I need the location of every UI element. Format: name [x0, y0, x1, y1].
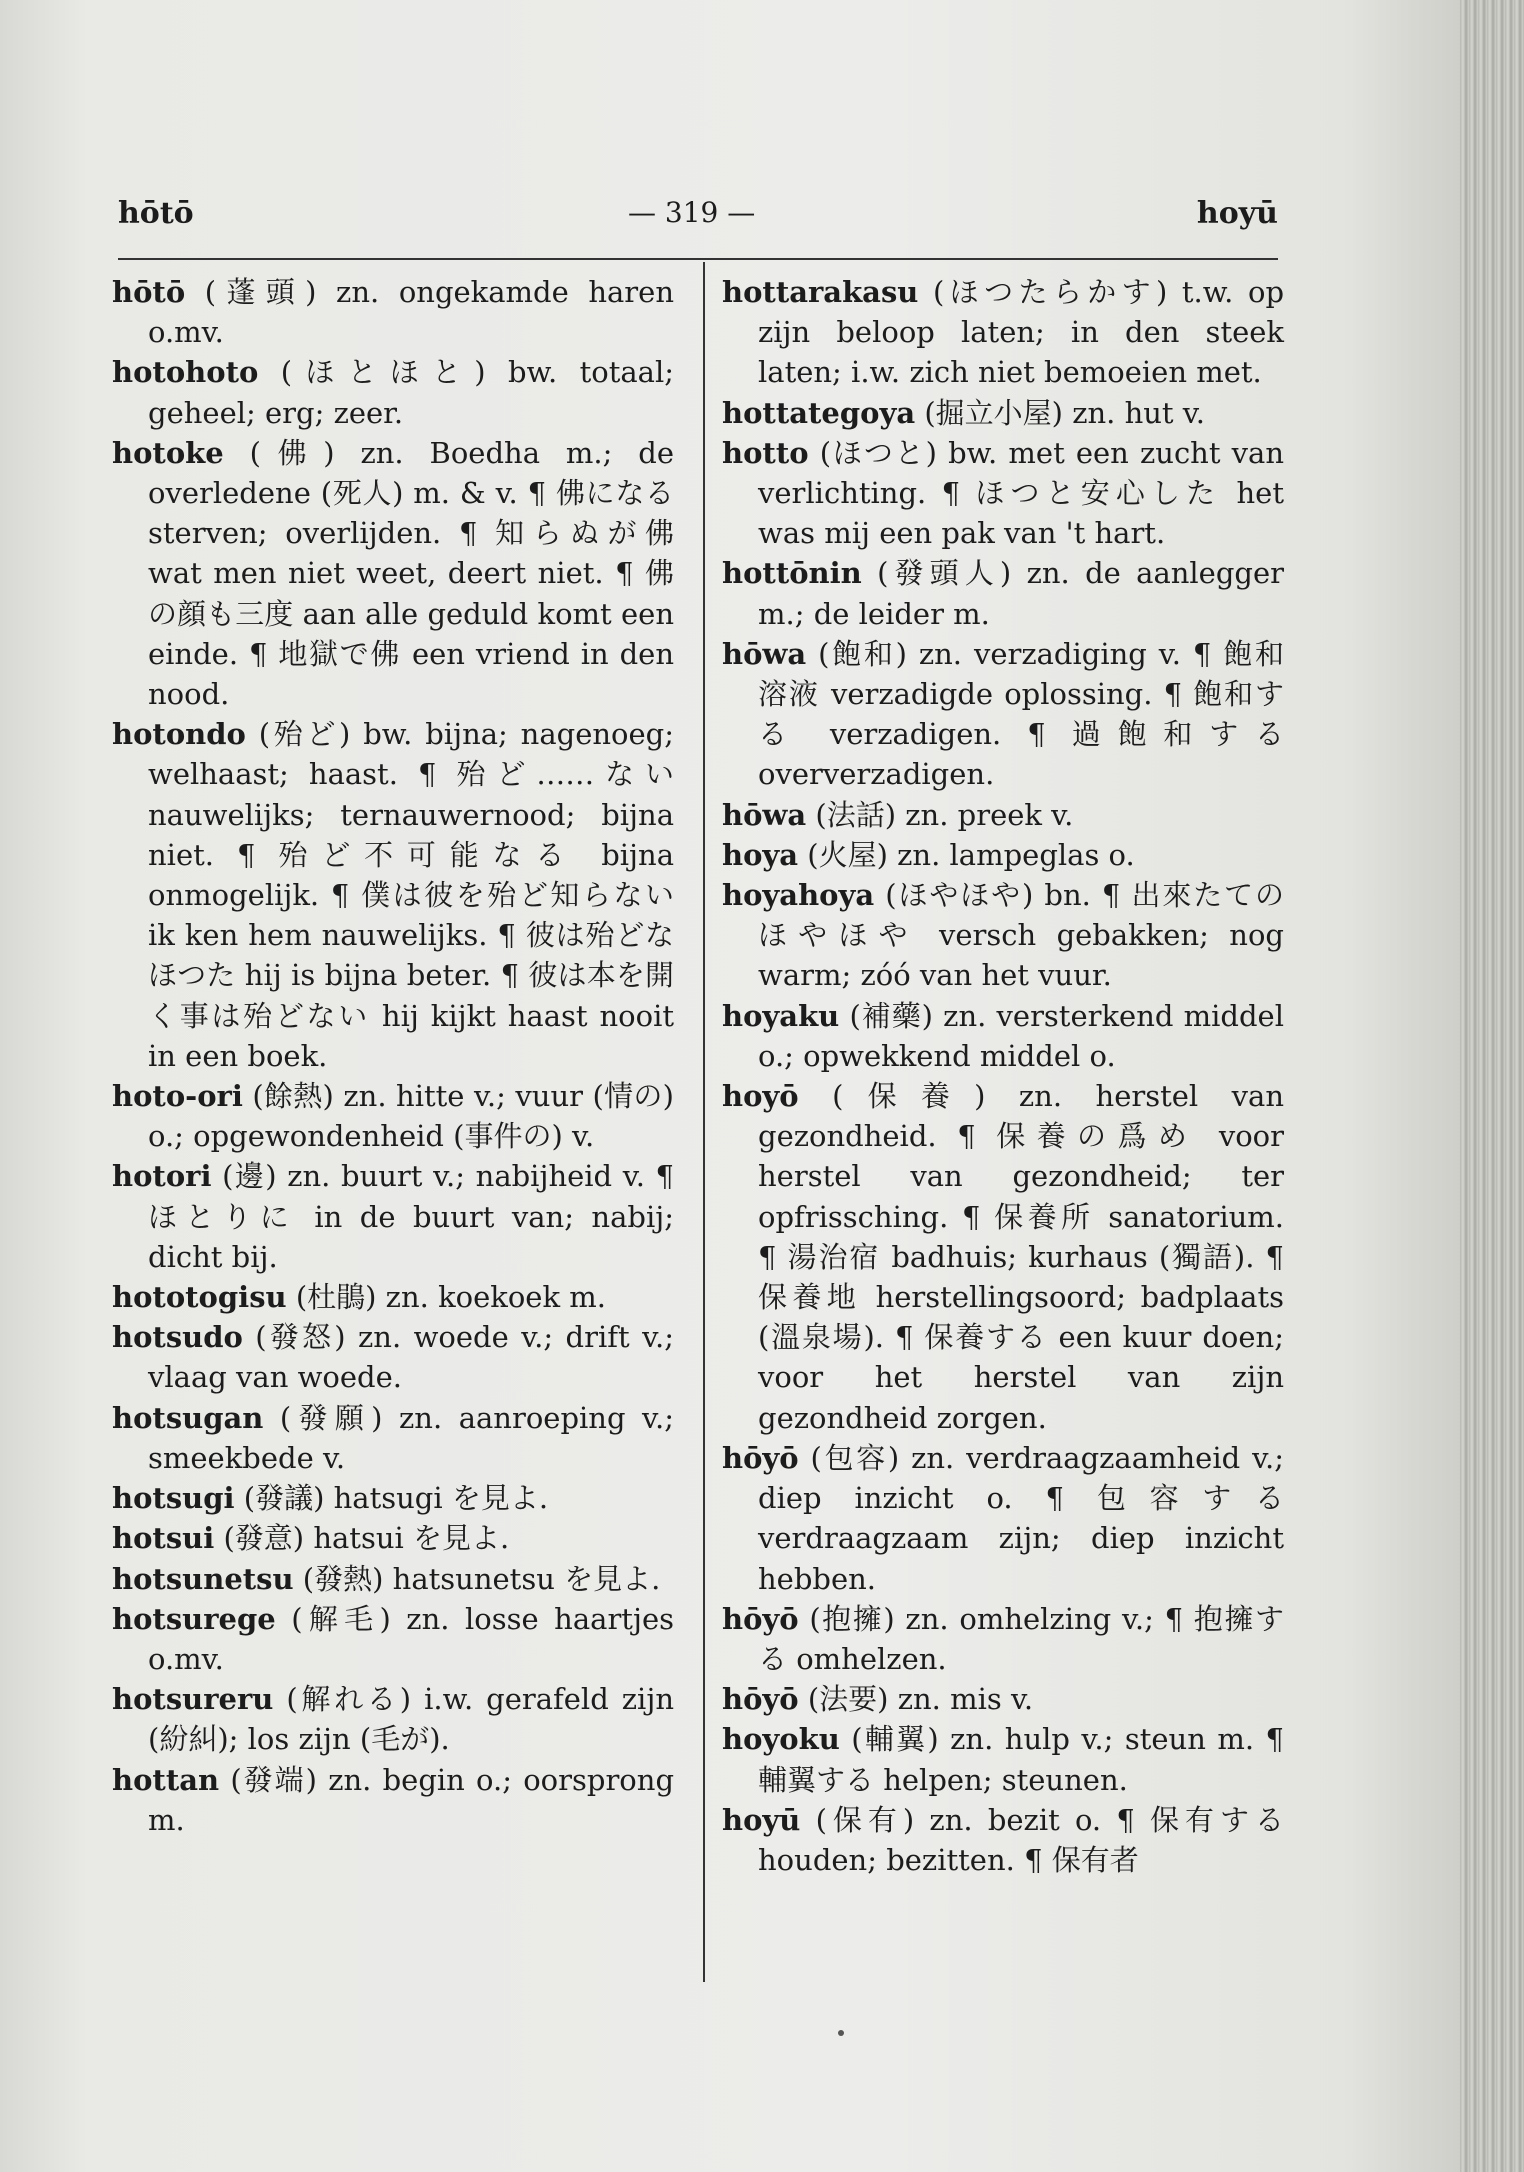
dictionary-entry	[722, 634, 1284, 795]
dictionary-entry	[722, 1438, 1284, 1599]
entry-headword: hotsunetsu	[112, 1561, 294, 1596]
entry-definition: (餘熱) zn. hitte v.; vuur (情の) o.; opgewondenheid (事件の) v.	[148, 1079, 674, 1154]
entry-definition: (發願) zn. aanroeping v.; smeekbede v.	[148, 1400, 674, 1475]
entry-definition: (佛) zn. Boedha m.; de overledene (死人) m. & v. ¶ 佛になる sterven; overlijden. ¶ 知らぬが佛 wat men niet weet, deert niet. ¶ 佛の顔も三度 aan alle geduld komt een einde. ¶ 地獄で佛 een vriend in den nood.	[148, 435, 674, 712]
print-speck	[838, 2030, 844, 2036]
entry-headword: hottategoya	[722, 395, 916, 430]
entry-headword: hotondo	[112, 717, 246, 752]
entry-definition: (ほつたらかす) t.w. op zijn beloop laten; in den steek laten; i.w. zich niet bemoeien met.	[758, 275, 1285, 390]
entry-definition: (保有) zn. bezit o. ¶ 保有する houden; bezitten. ¶ 保有者	[758, 1802, 1284, 1877]
dictionary-entry	[112, 1478, 674, 1518]
entry-definition: (火屋) zn. lampeglas o.	[807, 837, 1135, 872]
right-column	[722, 272, 1284, 1880]
dictionary-entry	[722, 272, 1284, 393]
dictionary-entry	[112, 352, 674, 432]
entry-headword: hoyū	[722, 1802, 801, 1837]
dictionary-entry	[112, 272, 674, 352]
entry-definition: (發怒) zn. woede v.; drift v.; vlaag van woede.	[148, 1320, 675, 1395]
dictionary-entry	[722, 393, 1284, 433]
entry-definition: (邊) zn. buurt v.; nabijheid v. ¶ ほとりに in de buurt van; nabij; dicht bij.	[148, 1159, 674, 1274]
dictionary-entry	[722, 1800, 1284, 1880]
dictionary-entry	[112, 1760, 674, 1840]
entry-headword: hottōnin	[722, 556, 862, 591]
entry-definition: (蓬頭) zn. ongekamde haren o.mv.	[148, 275, 675, 350]
entry-definition: (解れる) i.w. gerafeld zijn (紛糾); los zijn (毛が).	[148, 1682, 674, 1757]
entry-headword: hoyahoya	[722, 878, 875, 913]
dictionary-entry	[722, 1599, 1284, 1679]
dictionary-entry	[112, 1277, 674, 1317]
entry-definition: (發意) hatsui を見よ.	[223, 1521, 510, 1556]
entry-definition: (發熱) hatsunetsu を見よ.	[302, 1561, 661, 1596]
entry-headword: hotori	[112, 1159, 212, 1194]
entry-headword: hotsureru	[112, 1682, 274, 1717]
entry-definition: (發頭人) zn. de aanlegger m.; de leider m.	[758, 556, 1284, 631]
entry-definition: (補藥) zn. versterkend middel o.; opwekkend middel o.	[758, 998, 1284, 1073]
entry-headword: hototogisu	[112, 1280, 287, 1315]
dictionary-entry	[722, 835, 1284, 875]
dictionary-entry	[722, 795, 1284, 835]
dictionary-entry	[722, 553, 1284, 633]
entry-headword: hotsui	[112, 1521, 215, 1556]
entry-headword: hōwa	[722, 797, 807, 832]
left-column	[112, 272, 674, 1840]
entry-definition: (法要) zn. mis v.	[807, 1682, 1034, 1717]
entry-headword: hoyō	[722, 1079, 799, 1114]
page-edges	[1460, 0, 1524, 2172]
dictionary-entry	[112, 1156, 674, 1277]
entry-headword: hotoke	[112, 435, 224, 470]
entry-definition: (杜鵑) zn. koekoek m.	[295, 1280, 606, 1315]
dictionary-entry	[112, 433, 674, 714]
dictionary-entry	[112, 1518, 674, 1558]
page-header	[118, 196, 1278, 246]
entry-headword: hōtō	[112, 275, 186, 309]
dictionary-entry	[722, 1076, 1284, 1438]
entry-headword: hōyō	[722, 1601, 799, 1636]
entry-definition: (掘立小屋) zn. hut v.	[924, 395, 1205, 430]
entry-definition: (ほつと) bw. met een zucht van verlichting. ¶ ほつと安心した het was mij een pak van 't hart.	[758, 435, 1284, 551]
entry-headword: hōwa	[722, 636, 807, 671]
dictionary-entry	[722, 1719, 1284, 1799]
entry-definition: (ほやほや) bn. ¶ 出來たてのほやほや versch gebakken; nog warm; zóó van het vuur.	[758, 878, 1285, 993]
entry-headword: hottan	[112, 1762, 220, 1797]
dictionary-entry	[722, 996, 1284, 1076]
entry-definition: (ほとほと) bw. totaal; geheel; erg; zeer.	[148, 355, 675, 430]
entry-definition: (解毛) zn. losse haartjes o.mv.	[148, 1601, 674, 1676]
dictionary-entry	[722, 1679, 1284, 1719]
dictionary-entry	[112, 714, 674, 1076]
dictionary-entry	[112, 1076, 674, 1156]
entry-headword: hōyō	[722, 1440, 799, 1475]
entry-headword: hotohoto	[112, 355, 259, 390]
entry-headword: hotto	[722, 435, 809, 470]
column-divider	[703, 262, 705, 1982]
dictionary-entry	[112, 1398, 674, 1478]
entry-definition: (包容) zn. verdraagzaamheid v.; diep inzicht o. ¶ 包容する verdraagzaam zijn; diep inzicht hebben.	[758, 1440, 1285, 1596]
entry-definition: (發議) hatsugi を見よ.	[243, 1481, 549, 1516]
entry-headword: hoyoku	[722, 1722, 840, 1757]
header-last-word: hoyū	[1196, 196, 1278, 231]
entry-headword: hoto-ori	[112, 1079, 243, 1114]
page-number: — 319 —	[628, 196, 756, 229]
dictionary-entry	[112, 1679, 674, 1759]
dictionary-entry	[722, 875, 1284, 996]
entry-definition: (法話) zn. preek v.	[815, 797, 1074, 832]
entry-headword: hotsugi	[112, 1481, 235, 1516]
entry-headword: hoyaku	[722, 998, 840, 1033]
entry-headword: hoya	[722, 837, 799, 872]
entry-definition: (發端) zn. begin o.; oorsprong m.	[148, 1762, 675, 1837]
entry-headword: hotsudo	[112, 1320, 243, 1355]
dictionary-entry	[112, 1599, 674, 1679]
dictionary-entry	[722, 433, 1284, 554]
entry-headword: hotsurege	[112, 1601, 276, 1636]
entry-definition: (殆ど) bw. bijna; nagenoeg; welhaast; haast. ¶ 殆ど……ない nauwelijks; ternauwernood; bijna niet. ¶ 殆ど不可能なる bijna onmogelijk. ¶ 僕は彼を殆ど知らない ik ken hem nauwelijks. ¶ 彼は殆どなほつた hij is bijna beter. ¶ 彼は本を開く事は殆どない hij kijkt haast nooit in een boek.	[148, 717, 675, 1073]
dictionary-entry	[112, 1317, 674, 1397]
entry-definition: (抱擁) zn. omhelzing v.; ¶ 抱擁する omhelzen.	[758, 1601, 1284, 1676]
header-rule	[118, 258, 1278, 260]
dictionary-entry	[112, 1559, 674, 1599]
entry-headword: hotsugan	[112, 1400, 264, 1435]
entry-definition: (輔翼) zn. hulp v.; steun m. ¶ 輔翼する helpen; steunen.	[758, 1722, 1284, 1797]
entry-headword: hottarakasu	[722, 275, 919, 309]
entry-headword: hōyō	[722, 1682, 799, 1717]
entry-definition: (保養) zn. herstel van gezondheid. ¶ 保養の爲め voor herstel van gezondheid; ter opfrissching. ¶ 保養所 sanatorium. ¶ 湯治宿 badhuis; kurhaus (獨語). ¶ 保養地 herstellingsoord; badplaats (溫泉場). ¶ 保養する een kuur doen; voor het herstel van zijn gezondheid zorgen.	[758, 1079, 1285, 1435]
header-first-word: hōtō	[118, 196, 194, 231]
entry-definition: (飽和) zn. verzadiging v. ¶ 飽和溶液 verzadigde oplossing. ¶ 飽和する verzadigen. ¶ 過飽和する oververzadigen.	[758, 636, 1284, 792]
